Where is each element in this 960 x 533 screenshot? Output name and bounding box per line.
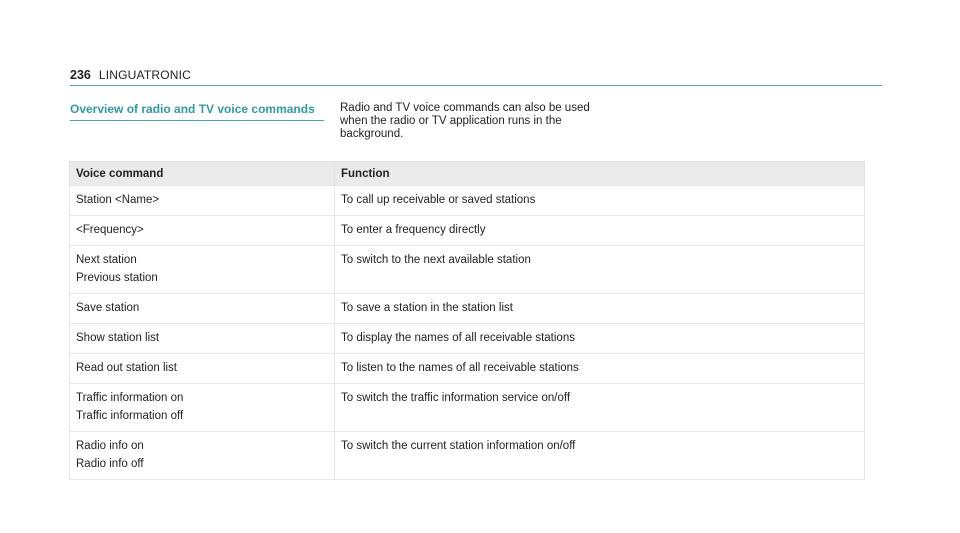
command-text: Traffic information on: [76, 392, 184, 404]
function-cell: To display the names of all receivable stations: [335, 324, 865, 354]
table-row: [70, 294, 865, 324]
command-text: Previous station: [76, 272, 158, 284]
chapter-title: LINGUATRONIC: [98, 68, 192, 82]
function-cell: To switch to the next available station: [335, 246, 865, 294]
function-cell: To save a station in the station list: [335, 294, 865, 324]
column-header-function: Function: [335, 162, 865, 186]
command-text: Station <Name>: [76, 194, 160, 206]
command-text: Traffic information off: [76, 410, 184, 422]
section-heading: Overview of radio and TV voice commands: [70, 102, 324, 121]
command-text: Show station list: [76, 332, 160, 344]
page-number: 236: [70, 68, 91, 82]
command-text: Radio info off: [76, 458, 144, 470]
function-cell: To listen to the names of all receivable stations: [335, 354, 865, 384]
intro-text: Radio and TV voice commands can also be used when the radio or TV application runs in the background.: [340, 102, 590, 140]
table-row: [70, 384, 865, 432]
command-cell: [70, 186, 335, 216]
command-text: Save station: [76, 302, 140, 314]
column-header-command: Voice command: [70, 162, 335, 186]
page-header: [70, 68, 882, 86]
command-cell: [70, 294, 335, 324]
command-cell: [70, 384, 335, 432]
command-text: Radio info on: [76, 440, 144, 452]
function-cell: To call up receivable or saved stations: [335, 186, 865, 216]
command-cell: [70, 354, 335, 384]
voice-command-table: [69, 161, 865, 480]
table-row: [70, 354, 865, 384]
command-text: Read out station list: [76, 362, 178, 374]
table-row: [70, 216, 865, 246]
command-cell: [70, 216, 335, 246]
command-cell: [70, 246, 335, 294]
command-cell: [70, 432, 335, 480]
command-text: Next station: [76, 254, 137, 266]
table-header-row: [70, 162, 865, 186]
table-row: [70, 246, 865, 294]
table-row: [70, 432, 865, 480]
table-row: [70, 186, 865, 216]
function-cell: To switch the current station information on/off: [335, 432, 865, 480]
command-text: <Frequency>: [76, 224, 144, 236]
function-cell: To switch the traffic information service on/off: [335, 384, 865, 432]
function-cell: To enter a frequency directly: [335, 216, 865, 246]
command-cell: [70, 324, 335, 354]
table-row: [70, 324, 865, 354]
